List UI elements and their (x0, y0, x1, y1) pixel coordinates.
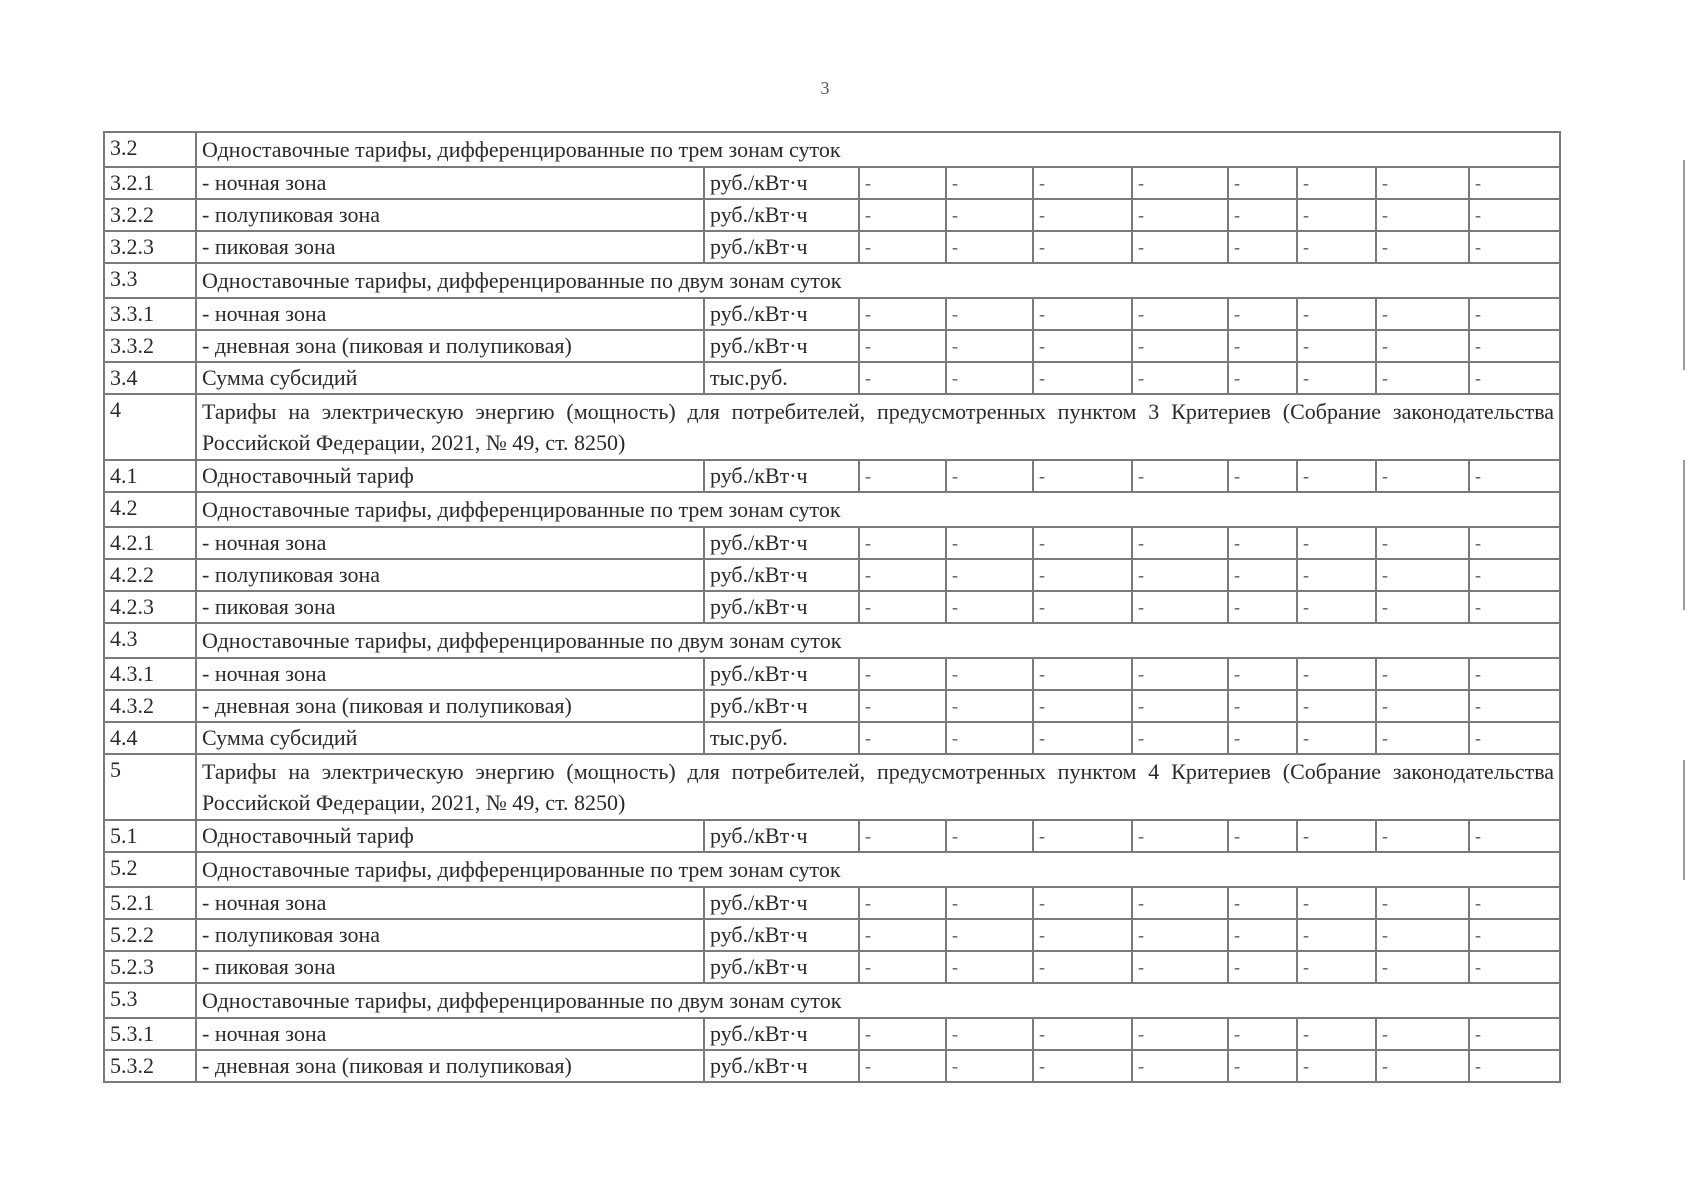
value-cell: - (1228, 690, 1297, 722)
value-cell: - (946, 1018, 1033, 1050)
value-cell: - (1033, 690, 1132, 722)
value-cell: - (946, 298, 1033, 330)
row-label: - пиковая зона (196, 951, 704, 983)
table-row (104, 658, 1560, 690)
row-number: 5.2.2 (104, 919, 196, 951)
value-cell: - (1376, 658, 1469, 690)
value-cell: - (1297, 658, 1376, 690)
unit-cell: руб./кВт·ч (704, 330, 859, 362)
value-cell: - (1033, 298, 1132, 330)
value-cell: - (1228, 298, 1297, 330)
value-cell: - (1132, 559, 1228, 591)
unit-cell: руб./кВт·ч (704, 919, 859, 951)
value-cell: - (1033, 460, 1132, 492)
value-cell: - (946, 199, 1033, 231)
value-cell: - (1132, 1050, 1228, 1082)
value-cell: - (1033, 527, 1132, 559)
value-cell: - (946, 690, 1033, 722)
row-label: - ночная зона (196, 887, 704, 919)
scan-edge-mark (1683, 460, 1685, 610)
value-cell: - (1132, 591, 1228, 623)
row-label: - дневная зона (пиковая и полупиковая) (196, 1050, 704, 1082)
value-cell: - (1469, 460, 1560, 492)
value-cell: - (1469, 919, 1560, 951)
value-cell: - (1376, 199, 1469, 231)
value-cell: - (1376, 591, 1469, 623)
value-cell: - (1469, 658, 1560, 690)
table-row (104, 559, 1560, 591)
value-cell: - (1469, 298, 1560, 330)
value-cell: - (946, 330, 1033, 362)
value-cell: - (1228, 1018, 1297, 1050)
section-title: Одноставочные тарифы, дифференцированные по двум зонам суток (196, 263, 1560, 298)
unit-cell: руб./кВт·ч (704, 820, 859, 852)
unit-cell: руб./кВт·ч (704, 951, 859, 983)
value-cell: - (946, 362, 1033, 394)
row-number: 4.4 (104, 722, 196, 754)
value-cell: - (859, 298, 946, 330)
row-number: 4.2.1 (104, 527, 196, 559)
section-row (104, 623, 1560, 658)
section-title: Тарифы на электрическую энергию (мощность) для потребителей, предусмотренных пунктом 3 Критериев (Собрание законодательства Российской Федерации, 2021, № 49, ст. 8250) (196, 394, 1560, 460)
value-cell: - (946, 658, 1033, 690)
row-number: 3.4 (104, 362, 196, 394)
table-body (104, 132, 1560, 1082)
value-cell: - (1228, 887, 1297, 919)
table-row (104, 820, 1560, 852)
value-cell: - (1132, 167, 1228, 199)
value-cell: - (1132, 722, 1228, 754)
value-cell: - (1228, 951, 1297, 983)
row-number: 3.3.2 (104, 330, 196, 362)
value-cell: - (859, 1050, 946, 1082)
value-cell: - (1228, 1050, 1297, 1082)
value-cell: - (1297, 460, 1376, 492)
value-cell: - (946, 887, 1033, 919)
row-label: - ночная зона (196, 527, 704, 559)
value-cell: - (1132, 951, 1228, 983)
value-cell: - (1033, 1050, 1132, 1082)
value-cell: - (1297, 298, 1376, 330)
section-row (104, 754, 1560, 820)
scan-edge-mark (1683, 160, 1685, 370)
value-cell: - (859, 167, 946, 199)
value-cell: - (1469, 722, 1560, 754)
value-cell: - (859, 1018, 946, 1050)
value-cell: - (1033, 951, 1132, 983)
table-row (104, 690, 1560, 722)
row-number: 4.1 (104, 460, 196, 492)
value-cell: - (1376, 951, 1469, 983)
value-cell: - (1033, 1018, 1132, 1050)
table-row (104, 199, 1560, 231)
table-row (104, 1018, 1560, 1050)
unit-cell: руб./кВт·ч (704, 460, 859, 492)
value-cell: - (946, 167, 1033, 199)
value-cell: - (1297, 1018, 1376, 1050)
unit-cell: руб./кВт·ч (704, 658, 859, 690)
row-number: 4.3.2 (104, 690, 196, 722)
section-row (104, 492, 1560, 527)
value-cell: - (1033, 887, 1132, 919)
section-title: Одноставочные тарифы, дифференцированные по трем зонам суток (196, 852, 1560, 887)
value-cell: - (1469, 690, 1560, 722)
value-cell: - (1297, 951, 1376, 983)
value-cell: - (859, 527, 946, 559)
value-cell: - (1033, 658, 1132, 690)
unit-cell: тыс.руб. (704, 362, 859, 394)
value-cell: - (859, 887, 946, 919)
value-cell: - (1376, 330, 1469, 362)
row-label: - полупиковая зона (196, 919, 704, 951)
value-cell: - (1132, 919, 1228, 951)
row-label: - ночная зона (196, 298, 704, 330)
value-cell: - (1228, 362, 1297, 394)
value-cell: - (1132, 527, 1228, 559)
row-number: 5.1 (104, 820, 196, 852)
section-row (104, 852, 1560, 887)
value-cell: - (946, 559, 1033, 591)
value-cell: - (1297, 231, 1376, 263)
value-cell: - (859, 690, 946, 722)
value-cell: - (1376, 231, 1469, 263)
section-title: Одноставочные тарифы, дифференцированные по двум зонам суток (196, 983, 1560, 1018)
value-cell: - (859, 460, 946, 492)
tariff-table (103, 131, 1561, 1083)
value-cell: - (946, 527, 1033, 559)
row-number: 3.2.2 (104, 199, 196, 231)
value-cell: - (1033, 919, 1132, 951)
value-cell: - (1376, 919, 1469, 951)
value-cell: - (1376, 298, 1469, 330)
value-cell: - (1297, 167, 1376, 199)
value-cell: - (1132, 690, 1228, 722)
value-cell: - (859, 559, 946, 591)
scan-edge-mark (1683, 760, 1685, 880)
value-cell: - (1469, 231, 1560, 263)
row-label: - дневная зона (пиковая и полупиковая) (196, 330, 704, 362)
table-row (104, 1050, 1560, 1082)
value-cell: - (1033, 199, 1132, 231)
section-title: Одноставочные тарифы, дифференцированные по двум зонам суток (196, 623, 1560, 658)
row-number: 4.2 (104, 492, 196, 527)
value-cell: - (1228, 820, 1297, 852)
table-row (104, 887, 1560, 919)
value-cell: - (1376, 722, 1469, 754)
row-number: 5.2.1 (104, 887, 196, 919)
row-number: 3.2.3 (104, 231, 196, 263)
row-label: Одноставочный тариф (196, 460, 704, 492)
row-number: 5.2 (104, 852, 196, 887)
page-number: 3 (820, 78, 830, 98)
value-cell: - (859, 199, 946, 231)
value-cell: - (1033, 167, 1132, 199)
value-cell: - (1469, 820, 1560, 852)
value-cell: - (1376, 820, 1469, 852)
value-cell: - (1033, 820, 1132, 852)
row-label: - полупиковая зона (196, 559, 704, 591)
row-label: - полупиковая зона (196, 199, 704, 231)
value-cell: - (1469, 591, 1560, 623)
value-cell: - (1297, 919, 1376, 951)
section-row (104, 132, 1560, 167)
value-cell: - (1228, 919, 1297, 951)
value-cell: - (1228, 460, 1297, 492)
value-cell: - (1469, 199, 1560, 231)
section-row (104, 263, 1560, 298)
value-cell: - (1376, 887, 1469, 919)
row-number: 5 (104, 754, 196, 820)
value-cell: - (1297, 527, 1376, 559)
value-cell: - (1132, 820, 1228, 852)
value-cell: - (1297, 820, 1376, 852)
value-cell: - (1376, 690, 1469, 722)
value-cell: - (1228, 330, 1297, 362)
value-cell: - (1376, 167, 1469, 199)
row-label: - пиковая зона (196, 591, 704, 623)
value-cell: - (1228, 231, 1297, 263)
table-row (104, 362, 1560, 394)
value-cell: - (859, 330, 946, 362)
table-row (104, 527, 1560, 559)
row-label: Одноставочный тариф (196, 820, 704, 852)
value-cell: - (1132, 1018, 1228, 1050)
row-label: Сумма субсидий (196, 722, 704, 754)
section-title: Одноставочные тарифы, дифференцированные по трем зонам суток (196, 492, 1560, 527)
value-cell: - (1469, 1018, 1560, 1050)
value-cell: - (859, 231, 946, 263)
value-cell: - (1228, 527, 1297, 559)
value-cell: - (1132, 199, 1228, 231)
value-cell: - (1297, 559, 1376, 591)
value-cell: - (946, 951, 1033, 983)
value-cell: - (859, 951, 946, 983)
row-number: 4.2.2 (104, 559, 196, 591)
row-number: 4.2.3 (104, 591, 196, 623)
value-cell: - (946, 231, 1033, 263)
value-cell: - (1132, 658, 1228, 690)
row-label: - ночная зона (196, 658, 704, 690)
value-cell: - (1132, 887, 1228, 919)
row-label: Сумма субсидий (196, 362, 704, 394)
row-label: - ночная зона (196, 167, 704, 199)
value-cell: - (1376, 1050, 1469, 1082)
value-cell: - (946, 919, 1033, 951)
table-row (104, 919, 1560, 951)
section-title: Одноставочные тарифы, дифференцированные по трем зонам суток (196, 132, 1560, 167)
value-cell: - (946, 1050, 1033, 1082)
value-cell: - (1469, 362, 1560, 394)
value-cell: - (1469, 167, 1560, 199)
value-cell: - (1228, 722, 1297, 754)
row-number: 5.2.3 (104, 951, 196, 983)
value-cell: - (1228, 658, 1297, 690)
table-row (104, 330, 1560, 362)
row-number: 3.2 (104, 132, 196, 167)
value-cell: - (1297, 199, 1376, 231)
value-cell: - (1376, 1018, 1469, 1050)
row-label: - пиковая зона (196, 231, 704, 263)
value-cell: - (859, 591, 946, 623)
value-cell: - (1297, 330, 1376, 362)
section-title: Тарифы на электрическую энергию (мощность) для потребителей, предусмотренных пунктом 4 Критериев (Собрание законодательства Российской Федерации, 2021, № 49, ст. 8250) (196, 754, 1560, 820)
value-cell: - (859, 658, 946, 690)
value-cell: - (946, 820, 1033, 852)
table-row (104, 298, 1560, 330)
table-row (104, 167, 1560, 199)
table-row (104, 460, 1560, 492)
value-cell: - (1228, 591, 1297, 623)
value-cell: - (1033, 362, 1132, 394)
value-cell: - (1132, 362, 1228, 394)
value-cell: - (1033, 330, 1132, 362)
value-cell: - (1469, 887, 1560, 919)
value-cell: - (946, 460, 1033, 492)
unit-cell: тыс.руб. (704, 722, 859, 754)
section-row (104, 983, 1560, 1018)
value-cell: - (859, 820, 946, 852)
table-row (104, 722, 1560, 754)
value-cell: - (1297, 362, 1376, 394)
value-cell: - (1376, 559, 1469, 591)
row-number: 4 (104, 394, 196, 460)
value-cell: - (1228, 559, 1297, 591)
value-cell: - (1033, 231, 1132, 263)
unit-cell: руб./кВт·ч (704, 591, 859, 623)
unit-cell: руб./кВт·ч (704, 1050, 859, 1082)
row-number: 3.2.1 (104, 167, 196, 199)
value-cell: - (859, 362, 946, 394)
value-cell: - (1376, 527, 1469, 559)
section-row (104, 394, 1560, 460)
unit-cell: руб./кВт·ч (704, 527, 859, 559)
value-cell: - (1469, 527, 1560, 559)
unit-cell: руб./кВт·ч (704, 231, 859, 263)
value-cell: - (1132, 460, 1228, 492)
value-cell: - (1297, 1050, 1376, 1082)
row-number: 3.3.1 (104, 298, 196, 330)
value-cell: - (1228, 199, 1297, 231)
value-cell: - (1469, 330, 1560, 362)
value-cell: - (1033, 722, 1132, 754)
value-cell: - (1132, 298, 1228, 330)
value-cell: - (1297, 887, 1376, 919)
value-cell: - (1297, 722, 1376, 754)
value-cell: - (1376, 460, 1469, 492)
table-row (104, 591, 1560, 623)
value-cell: - (1033, 559, 1132, 591)
unit-cell: руб./кВт·ч (704, 1018, 859, 1050)
unit-cell: руб./кВт·ч (704, 559, 859, 591)
value-cell: - (946, 591, 1033, 623)
value-cell: - (1132, 231, 1228, 263)
row-label: - ночная зона (196, 1018, 704, 1050)
value-cell: - (1033, 591, 1132, 623)
unit-cell: руб./кВт·ч (704, 690, 859, 722)
row-number: 5.3.1 (104, 1018, 196, 1050)
value-cell: - (1469, 951, 1560, 983)
table-row (104, 231, 1560, 263)
row-number: 3.3 (104, 263, 196, 298)
value-cell: - (1132, 330, 1228, 362)
value-cell: - (1297, 591, 1376, 623)
row-number: 5.3 (104, 983, 196, 1018)
value-cell: - (859, 919, 946, 951)
unit-cell: руб./кВт·ч (704, 298, 859, 330)
value-cell: - (1469, 559, 1560, 591)
value-cell: - (1297, 690, 1376, 722)
table-row (104, 951, 1560, 983)
value-cell: - (1376, 362, 1469, 394)
value-cell: - (946, 722, 1033, 754)
row-number: 4.3 (104, 623, 196, 658)
value-cell: - (1469, 1050, 1560, 1082)
row-number: 4.3.1 (104, 658, 196, 690)
value-cell: - (859, 722, 946, 754)
value-cell: - (1228, 167, 1297, 199)
row-label: - дневная зона (пиковая и полупиковая) (196, 690, 704, 722)
unit-cell: руб./кВт·ч (704, 167, 859, 199)
unit-cell: руб./кВт·ч (704, 887, 859, 919)
row-number: 5.3.2 (104, 1050, 196, 1082)
unit-cell: руб./кВт·ч (704, 199, 859, 231)
